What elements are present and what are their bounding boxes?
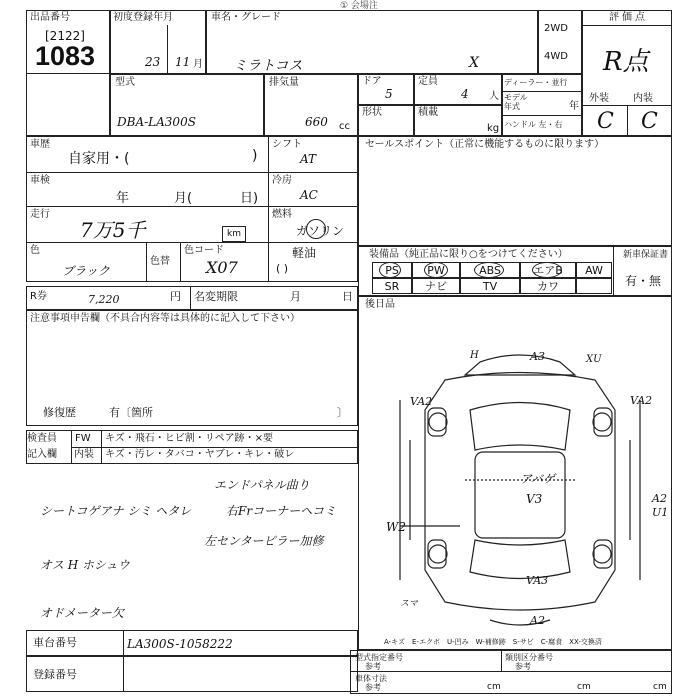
wheel-rl [428,540,446,568]
tire-fl [429,413,447,431]
auction-number-box [26,10,110,74]
fw-label: FW [75,433,91,444]
recycle-label: R券 [30,291,47,302]
repaint-label: 色替 [150,256,170,267]
inspector-note-6: オドメーター欠 [40,606,124,620]
repair-label: 修復歴 [43,406,76,419]
inspector-note-2: シートコゲアナ シミ ヘタレ [40,504,192,518]
mileage-label: 走行 [30,209,50,220]
wheel-fr [594,408,612,436]
color-code-value: X07 [206,258,238,277]
shape-box [358,105,414,136]
first-reg-year: 23 [145,55,161,69]
fuel-gasoline-circle [306,219,326,239]
chassis-row [26,630,358,656]
damage-legend: A-キズ E-エクボ U-凹み W-補修跡 S-サビ C-腐食 XX-交換済 [384,638,602,646]
int-label: 内装 [74,449,94,460]
auction-number-label: 出品番号 [30,12,70,23]
capacity-unit: 人 [489,91,499,102]
fuel-diesel: 軽油 [292,246,317,260]
car-name-value: ミラトコス [233,58,303,74]
shape-label: 形状 [362,107,382,118]
doors-value: 5 [385,87,393,101]
wheel-rr [594,540,612,568]
capacity-value: 4 [461,87,469,101]
mark-u1-right: U1 [652,506,669,519]
mark-va2-left: VA2 [410,395,433,408]
notes-box: 注意事項申告欄（不具合内容等は具体的に記入して下さい） 修復歴 有〔箇所 〕 [26,310,358,426]
dealer-label: ディーラー・並行 [504,78,568,87]
score-value: R点 [603,47,649,77]
chassis-label: 車台番号 [33,636,77,649]
cooling-value: AC [300,188,318,202]
first-reg-box [110,10,206,74]
color-code-label: 色コード [184,245,224,256]
model-box [110,74,264,136]
equip-ps-circle [379,262,401,278]
door-lines [410,440,630,540]
color-value: ブラック [62,264,110,278]
score-label: 評価点 [609,12,648,23]
chassis-value: LA300S-1058222 [127,637,233,651]
car-name-box [206,10,538,74]
roof [475,452,565,538]
mark-xu: XU [586,354,602,365]
mark-roof: アバゲ [520,472,556,486]
fuel-label: 燃料 [272,209,292,220]
equip-abs[interactable]: ABS [460,262,520,278]
load-unit: kg [487,123,500,134]
registration-label: 登録番号 [33,668,77,681]
mark-w2: W2 [386,520,406,534]
mark-sma: スマ [400,599,418,609]
first-reg-label: 初度登録年月 [113,12,173,23]
interior-label: 内装 [633,93,653,104]
drive-box [538,10,582,74]
car-damage-diagram [370,340,670,635]
model-year-label: モデル年式 [504,93,528,111]
car-grade-value: X [469,55,479,71]
inspector-box: 検査員 記入欄 FW キズ・飛石・ヒビ割・リペア跡・×要 内装 キズ・汚レ・タバコ・ヤブレ・キレ・破レ [26,430,358,464]
auction-number: 1083 [35,41,96,71]
inspection-label: 車検 [30,175,50,186]
equip-aw[interactable]: AW [576,262,612,278]
displacement-box [264,74,358,136]
body-size-label: 車体寸法 [355,674,387,683]
repair-value: 有〔箇所 [109,406,153,419]
equip-pw[interactable]: PW [412,262,460,278]
warranty-label: 新車保証書 [623,250,669,260]
doors-box [358,74,414,105]
doors-label: ドア [362,76,382,87]
registration-row [26,656,358,692]
displacement-unit: cc [339,121,350,132]
mark-a2-right: A2 [652,492,667,505]
tire-rl [429,545,447,563]
history-value: 自家用・( [68,151,130,167]
equip-tv[interactable]: TV [460,278,520,294]
auction-code: [2122] [45,29,85,43]
handle-label: ハンドル 左・右 [504,120,563,129]
inspector-note-5: オス H ホシュウ [40,558,130,572]
exterior-grade: C [597,109,614,134]
equipment-label: 装備品（純正品に限り○をつけてください） [369,249,568,260]
windshield [470,403,570,451]
wheel-fl [428,408,446,436]
equip-sr[interactable]: SR [372,278,412,294]
model-value: DBA-LA300S [117,115,196,129]
inspector-note-3: 右Frコーナーヘコミ [226,504,337,518]
load-label: 積載 [418,107,438,118]
load-box [414,105,502,136]
history-label: 車歴 [30,139,50,150]
int-text: キズ・汚レ・タバコ・ヤブレ・キレ・破レ [105,449,295,460]
rear-window [470,540,570,579]
side-outline [400,400,640,580]
mileage-value: 7万5千 [80,218,146,242]
type-spec-label: 型式指定番号 [355,653,403,662]
mark-u1-extra [642,514,643,515]
interior-grade: C [641,109,658,134]
mileage-unit: km [222,226,246,242]
equip-airbag-circle [532,262,562,278]
inspector-note-4: 左センターピラー加修 [204,534,324,548]
equip-navi[interactable]: ナビ [412,278,460,294]
recycle-value: 7,220 [88,293,120,306]
car-name-label: 車名・グレード [211,12,281,23]
equip-empty [576,278,612,294]
later-docs-label: 後日品 [365,299,395,310]
bottom-form: 型式指定番号 参考 類別区分番号 参考 車体寸法 参考 cm cm cm [350,650,672,694]
cooling-label: 冷房 [272,175,292,186]
exterior-label: 外装 [589,93,609,104]
recycle-row [26,286,358,310]
capacity-box [414,74,502,105]
drive-4wd: 4WD [544,51,568,62]
body-outline [425,373,615,611]
mark-a3: A3 [530,350,545,363]
meigi-label: 名変期限 [194,290,238,303]
fuel-gasoline: ガソリン [296,224,345,238]
warranty-value: 有・無 [625,274,662,288]
class-label: 類別区分番号 [505,653,553,662]
tire-fr [593,413,611,431]
equip-airbag[interactable]: エアB [520,262,576,278]
shift-label: シフト [272,139,302,150]
model-year-unit: 年 [569,101,579,112]
sales-point-box [358,136,672,246]
tire-rr [593,545,611,563]
shift-value: AT [300,152,317,166]
displacement-label: 排気量 [269,77,299,88]
dealer-box [502,74,582,136]
mark-v3: V3 [526,492,543,506]
inspector-note-1: エンドパネル曲り [214,478,310,492]
model-label: 型式 [115,77,135,88]
mark-h: H [470,350,479,361]
equip-leather[interactable]: カワ [520,278,576,294]
equip-ps[interactable]: PS [372,262,412,278]
mark-va3: VA3 [526,574,549,587]
fw-text: キズ・飛石・ヒビ割・リペア跡・×要 [105,433,273,444]
first-reg-month-unit: 月 [193,59,203,70]
equip-abs-circle [474,262,504,278]
equip-pw-circle [424,262,448,278]
sales-point-label: セールスポイント（正常に機能するものに限ります） [365,139,605,150]
mark-va2-right: VA2 [630,394,653,407]
drive-2wd: 2WD [544,23,568,34]
mark-a2-rear: A2 [530,614,545,627]
first-reg-month: 11 [175,55,191,69]
capacity-label: 定員 [418,76,438,87]
top-partial-text: ① 会場注 [340,1,378,11]
score-box [582,10,672,136]
notes-label: 注意事項申告欄（不具合内容等は具体的に記入して下さい） [30,313,300,324]
displacement-value: 660 [305,115,328,129]
color-label: 色 [30,245,40,256]
